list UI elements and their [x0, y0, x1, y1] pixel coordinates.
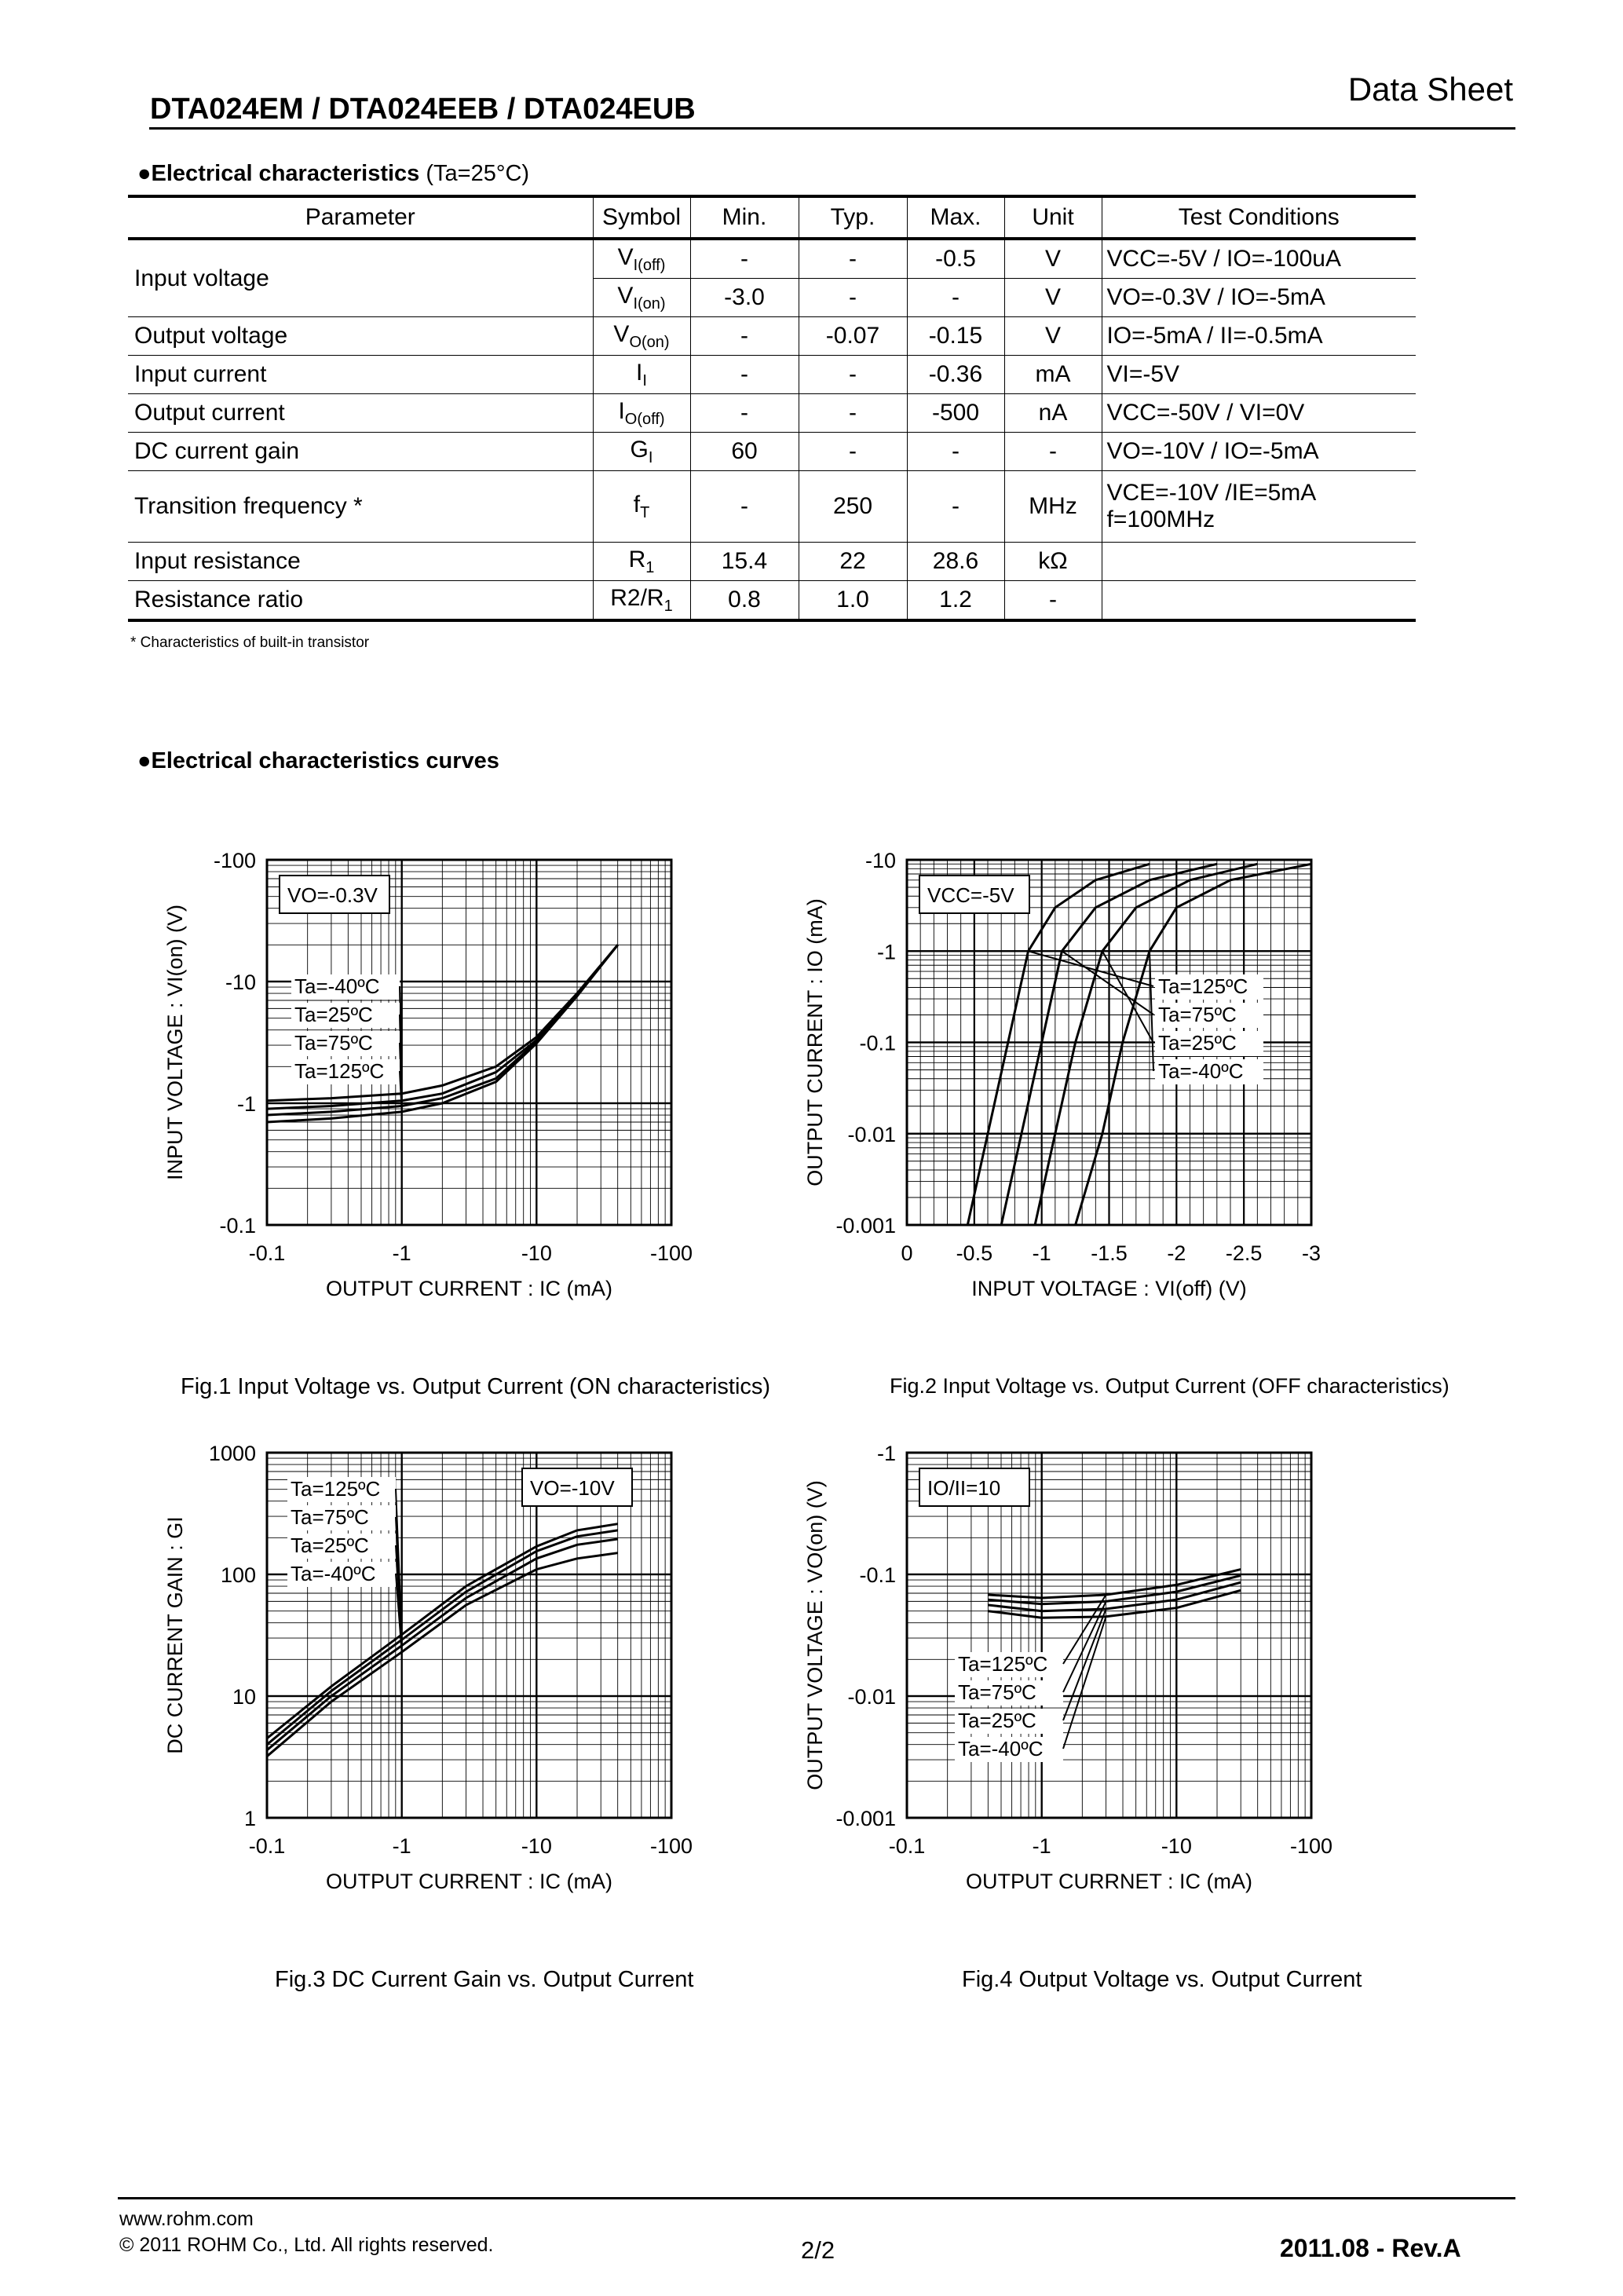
x-tick-label: -1	[392, 1834, 411, 1858]
symbol-main: G	[630, 436, 649, 462]
y-tick-label: -1	[236, 1092, 256, 1116]
condition-annotation	[280, 876, 389, 913]
cell-max: -	[907, 279, 1004, 317]
annotation-text: IO/II=10	[927, 1476, 1001, 1500]
y-tick-label: -0.001	[835, 1214, 896, 1238]
cell-test-conditions: VO=-0.3V / IO=-5mA	[1102, 279, 1416, 317]
symbol-main: V	[617, 282, 634, 309]
header-test-conditions: Test Conditions	[1102, 196, 1416, 239]
cell-max: -0.5	[907, 239, 1004, 279]
symbol-main: V	[613, 320, 630, 347]
cell-test-conditions: VCC=-5V / IO=-100uA	[1102, 239, 1416, 279]
table-row	[128, 356, 1416, 394]
legend-label: Ta=75ºC	[1158, 1003, 1237, 1026]
x-tick-label: -2	[1167, 1241, 1186, 1265]
cell-symbol	[593, 317, 690, 356]
cell-unit: nA	[1004, 394, 1102, 433]
x-tick-label: -10	[521, 1834, 552, 1858]
cell-unit: MHz	[1004, 471, 1102, 543]
cell-parameter: Output current	[128, 394, 593, 433]
legend-label: Ta=-40ºC	[294, 974, 380, 998]
table-row	[128, 394, 1416, 433]
cell-test-conditions: VCC=-50V / VI=0V	[1102, 394, 1416, 433]
condition-annotation	[919, 876, 1029, 913]
legend-leader-line	[1063, 1609, 1106, 1720]
x-tick-label: -100	[649, 1834, 693, 1858]
legend-leader-line	[1029, 951, 1154, 986]
x-tick-label: -1	[392, 1241, 411, 1265]
legend-label: Ta=75ºC	[294, 1031, 373, 1055]
cell-parameter: Output voltage	[128, 317, 593, 356]
x-tick-label: -3	[1301, 1241, 1321, 1265]
cell-min: -	[690, 356, 799, 394]
cell-typ: -	[799, 394, 907, 433]
header-unit: Unit	[1004, 196, 1102, 239]
cell-test-conditions: VO=-10V / IO=-5mA	[1102, 433, 1416, 471]
section-condition: (Ta=25°C)	[426, 161, 530, 186]
symbol-main: I	[636, 359, 643, 386]
cell-typ: -	[799, 279, 907, 317]
legend-label: Ta=75ºC	[291, 1505, 369, 1529]
symbol-subscript: T	[640, 503, 650, 521]
cell-test-conditions	[1102, 581, 1416, 621]
symbol-main: R2/R	[610, 584, 664, 611]
fig3-chart	[157, 1445, 722, 1916]
cell-max: 28.6	[907, 543, 1004, 581]
cell-test-conditions: VI=-5V	[1102, 356, 1416, 394]
y-tick-label: -1	[876, 940, 896, 964]
fig3-caption: Fig.3 DC Current Gain vs. Output Current	[275, 1967, 694, 1992]
y-tick-label: -10	[225, 971, 256, 994]
symbol-subscript: 1	[663, 597, 673, 615]
header-rule	[149, 127, 1515, 130]
cell-unit: -	[1004, 581, 1102, 621]
cell-symbol	[593, 471, 690, 543]
cell-max: 1.2	[907, 581, 1004, 621]
legend-label: Ta=25ºC	[1158, 1031, 1237, 1055]
footer-rule	[118, 2197, 1515, 2199]
legend-label: Ta=25ºC	[291, 1534, 369, 1557]
y-tick-label: -0.01	[847, 1685, 896, 1709]
symbol-subscript: 1	[645, 558, 655, 576]
legend-label: Ta=125ºC	[958, 1652, 1048, 1676]
section-title: Electrical characteristics	[151, 161, 420, 186]
table-footnote: * Characteristics of built-in transistor	[130, 634, 370, 651]
y-tick-label: -100	[213, 852, 256, 872]
cell-max: -0.15	[907, 317, 1004, 356]
symbol-subscript: I	[642, 371, 647, 389]
x-axis-label: OUTPUT CURRNET : IC (mA)	[965, 1870, 1253, 1893]
cell-typ: -	[799, 433, 907, 471]
y-tick-label: -0.01	[847, 1122, 896, 1146]
cell-typ: -	[799, 239, 907, 279]
legend-label: Ta=-40ºC	[1158, 1059, 1244, 1083]
x-tick-label: -0.1	[248, 1834, 286, 1858]
y-tick-label: -0.1	[859, 1031, 896, 1055]
cell-symbol	[593, 433, 690, 471]
header-parameter: Parameter	[128, 196, 593, 239]
table-row	[128, 433, 1416, 471]
y-tick-label: -0.1	[219, 1214, 256, 1238]
cell-parameter: Input voltage	[128, 239, 593, 317]
y-axis-label: OUTPUT VOLTAGE : VO(on) (V)	[803, 1480, 827, 1790]
fig4-chart	[797, 1445, 1362, 1916]
legend-label: Ta=-40ºC	[958, 1737, 1044, 1760]
cell-parameter: DC current gain	[128, 433, 593, 471]
cell-max: -	[907, 471, 1004, 543]
cell-max: -500	[907, 394, 1004, 433]
plot-frame	[907, 1453, 1311, 1818]
annotation-text: VCC=-5V	[927, 883, 1014, 907]
section-electrical-characteristics	[137, 161, 529, 187]
cell-unit: V	[1004, 239, 1102, 279]
header-max: Max.	[907, 196, 1004, 239]
header-typ: Typ.	[799, 196, 907, 239]
cell-max: -	[907, 433, 1004, 471]
symbol-main: V	[617, 243, 634, 270]
condition-annotation	[522, 1468, 632, 1506]
y-tick-label: 1000	[208, 1445, 256, 1465]
y-axis-label: OUTPUT CURRENT : IO (mA)	[803, 898, 827, 1186]
section-title: Electrical characteristics curves	[151, 748, 499, 773]
revision: 2011.08 - Rev.A	[1280, 2234, 1461, 2262]
symbol-main: I	[618, 397, 625, 424]
footer-copyright: © 2011 ROHM Co., Ltd. All rights reserved.	[119, 2234, 494, 2256]
symbol-subscript: O(off)	[624, 410, 665, 428]
cell-parameter: Input current	[128, 356, 593, 394]
table-row	[128, 471, 1416, 543]
electrical-characteristics-table	[128, 195, 1416, 622]
cell-min: -	[690, 471, 799, 543]
x-tick-label: -10	[521, 1241, 552, 1265]
x-tick-label: -0.5	[956, 1241, 993, 1265]
y-tick-label: -1	[876, 1445, 896, 1465]
y-tick-label: -0.001	[835, 1807, 896, 1830]
y-axis-label: INPUT VOLTAGE : VI(on) (V)	[163, 904, 187, 1181]
legend-leader-line	[1063, 1595, 1106, 1664]
cell-symbol	[593, 279, 690, 317]
y-tick-label: 10	[232, 1685, 256, 1709]
bullet-icon: ●	[137, 748, 152, 773]
table-row	[128, 317, 1416, 356]
y-tick-label: 1	[243, 1807, 256, 1830]
fig2-caption: Fig.2 Input Voltage vs. Output Current (OFF characteristics)	[890, 1374, 1449, 1398]
legend-label: Ta=25ºC	[958, 1709, 1036, 1732]
x-tick-label: 0	[901, 1241, 913, 1265]
x-tick-label: -10	[1161, 1834, 1192, 1858]
legend-leader-line	[1150, 951, 1153, 1071]
x-axis-label: OUTPUT CURRENT : IC (mA)	[325, 1277, 613, 1300]
cell-test-conditions: IO=-5mA / II=-0.5mA	[1102, 317, 1416, 356]
cell-unit: kΩ	[1004, 543, 1102, 581]
annotation-text: VO=-0.3V	[287, 883, 378, 907]
y-tick-label: -0.1	[859, 1563, 896, 1587]
symbol-subscript: I(on)	[633, 294, 666, 313]
plot-grid	[907, 1453, 1311, 1818]
legend-label: Ta=125ºC	[294, 1059, 385, 1083]
cell-typ: 22	[799, 543, 907, 581]
x-tick-label: -0.1	[248, 1241, 286, 1265]
cell-symbol	[593, 356, 690, 394]
legend-leader-line	[1063, 1601, 1106, 1692]
footer-url[interactable]: www.rohm.com	[119, 2208, 254, 2230]
y-axis-label: DC CURRENT GAIN : GI	[163, 1516, 187, 1754]
cell-unit: mA	[1004, 356, 1102, 394]
cell-typ: -	[799, 356, 907, 394]
annotation-text: VO=-10V	[530, 1476, 615, 1500]
cell-symbol	[593, 581, 690, 621]
table-row	[128, 543, 1416, 581]
page-number: 2/2	[801, 2236, 835, 2264]
x-tick-label: -2.5	[1225, 1241, 1263, 1265]
cell-symbol	[593, 239, 690, 279]
legend-leader-line	[1063, 1617, 1106, 1749]
bullet-icon: ●	[137, 161, 152, 186]
cell-min: -	[690, 239, 799, 279]
section-curves	[137, 748, 499, 774]
table-header-row	[128, 196, 1416, 239]
symbol-subscript: O(on)	[629, 333, 670, 351]
legend-label: Ta=25ºC	[294, 1003, 373, 1026]
cell-min: -3.0	[690, 279, 799, 317]
cell-test-conditions	[1102, 543, 1416, 581]
x-tick-label: -1.5	[1091, 1241, 1128, 1265]
cell-unit: -	[1004, 433, 1102, 471]
x-axis-label: INPUT VOLTAGE : VI(off) (V)	[971, 1277, 1247, 1300]
condition-annotation	[919, 1468, 1029, 1506]
symbol-main: f	[633, 491, 641, 517]
symbol-main: R	[628, 546, 646, 572]
cell-parameter: Resistance ratio	[128, 581, 593, 621]
x-axis-label: OUTPUT CURRENT : IC (mA)	[325, 1870, 613, 1893]
cell-min: 15.4	[690, 543, 799, 581]
cell-min: 60	[690, 433, 799, 471]
cell-typ: 250	[799, 471, 907, 543]
cell-unit: V	[1004, 279, 1102, 317]
fig2-chart	[797, 852, 1362, 1323]
header-symbol: Symbol	[593, 196, 690, 239]
legend-label: Ta=75ºC	[958, 1680, 1036, 1704]
table-row	[128, 581, 1416, 621]
fig1-chart	[157, 852, 722, 1323]
fig4-caption: Fig.4 Output Voltage vs. Output Current	[962, 1967, 1362, 1992]
legend-label: Ta=125ºC	[291, 1477, 381, 1501]
cell-min: -	[690, 394, 799, 433]
cell-min: 0.8	[690, 581, 799, 621]
y-tick-label: -10	[865, 852, 896, 872]
x-tick-label: -100	[649, 1241, 693, 1265]
symbol-subscript: I(off)	[633, 256, 666, 274]
document-title: DTA024EM / DTA024EEB / DTA024EUB	[150, 93, 696, 126]
doc-type-label: Data Sheet	[1347, 71, 1513, 108]
x-tick-label: -0.1	[888, 1834, 926, 1858]
cell-symbol	[593, 394, 690, 433]
x-tick-label: -100	[1289, 1834, 1333, 1858]
cell-typ: 1.0	[799, 581, 907, 621]
legend-label: Ta=-40ºC	[291, 1562, 376, 1585]
legend-label: Ta=125ºC	[1158, 974, 1248, 998]
cell-parameter: Input resistance	[128, 543, 593, 581]
table-row	[128, 239, 1416, 279]
cell-typ: -0.07	[799, 317, 907, 356]
cell-parameter: Transition frequency *	[128, 471, 593, 543]
x-tick-label: -1	[1032, 1834, 1051, 1858]
fig1-caption: Fig.1 Input Voltage vs. Output Current (ON characteristics)	[181, 1374, 771, 1399]
cell-min: -	[690, 317, 799, 356]
y-tick-label: 100	[220, 1563, 256, 1587]
symbol-subscript: I	[648, 448, 653, 466]
cell-unit: V	[1004, 317, 1102, 356]
cell-test-conditions: VCE=-10V /IE=5mA f=100MHz	[1102, 471, 1416, 543]
cell-max: -0.36	[907, 356, 1004, 394]
header-min: Min.	[690, 196, 799, 239]
x-tick-label: -1	[1032, 1241, 1051, 1265]
cell-symbol	[593, 543, 690, 581]
